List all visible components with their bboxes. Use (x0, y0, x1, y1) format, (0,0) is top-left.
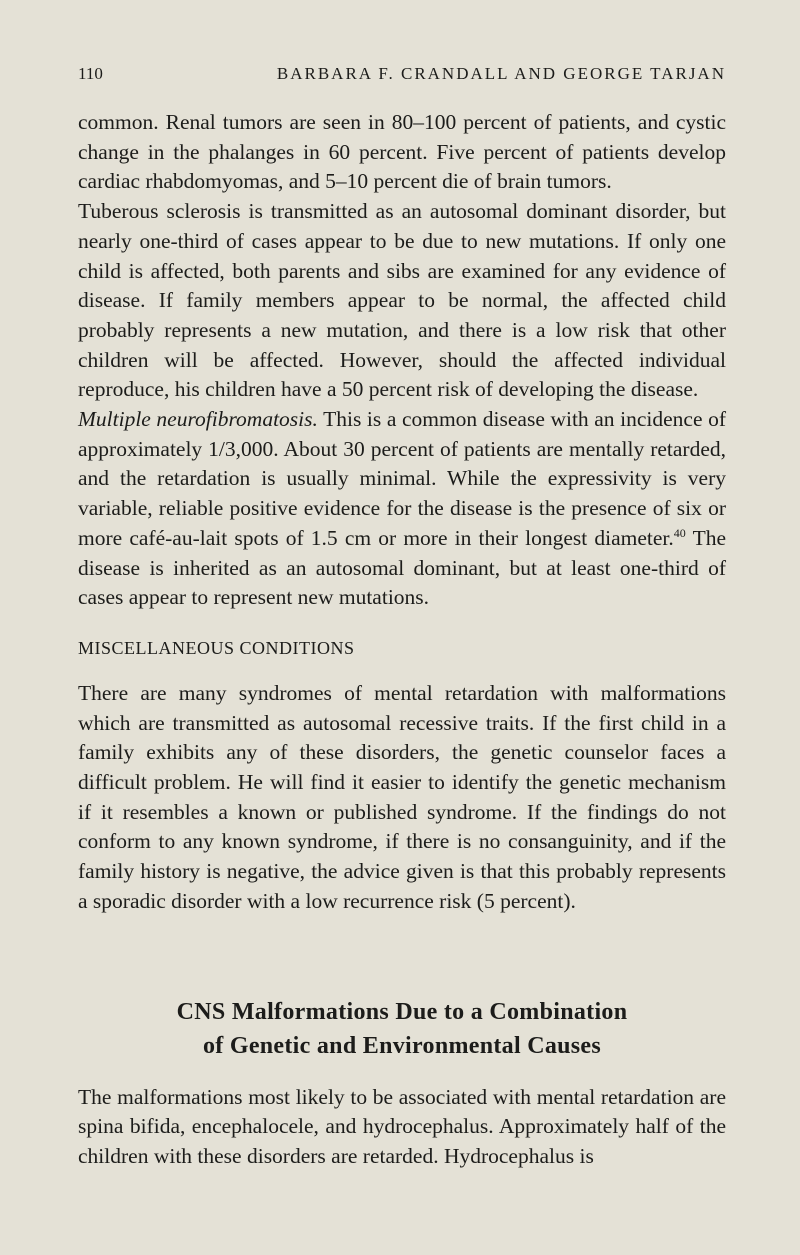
footnote-reference: 40 (673, 525, 686, 540)
paragraph-tuberous-sclerosis: Tuberous sclerosis is transmitted as an autosomal dominant disorder, but nearly one-third of cases appear to be due to new mutations. If only one child is affected, both parents and sibs are examined for any evidence of disease. If family members appear to be normal, the affected child probably represents a new mutation, and there is a low risk that other children will be affected. However, should the affected individual reproduce, his children have a 50 percent risk of developing the disease. (78, 199, 726, 402)
neurofibromatosis-text-b: The disease is inherited as an autosomal dominant, but at least one-third of cases appear to represent new mutations. (78, 525, 726, 610)
running-title: BARBARA F. CRANDALL AND GEORGE TARJAN (276, 64, 726, 83)
paragraph-cns-malformations: The malformations most likely to be associated with mental retardation are spina bifida, encephalocele, and hydrocephalus. Approximately half of the children with these disorders are retarded. Hydrocephalus is (78, 1084, 726, 1168)
page-body (78, 108, 726, 1172)
misc-conditions-heading: MISCELLANEOUS CONDITIONS (78, 637, 355, 658)
neurofibromatosis-lead: Multiple neurofibromatosis. (78, 407, 318, 432)
paragraph-renal-tumors: common. Renal tumors are seen in 80–100 percent of patients, and cystic change in the phalanges in 60 percent. Five percent of patients develop cardiac rhabdomyomas, and 5–10 percent die of brain tumors. (78, 110, 726, 194)
neurofibromatosis-text-a: This is a common disease with an incidence of approximately 1/3,000. About 30 percent of patients are mentally retarded, and the retardation is usually minimal. While the expressivity is very variable, reliable positive evidence for the disease is the presence of six or more café-au-lait spots of 1.5 cm or more in their longest diameter. (78, 407, 726, 550)
paragraph-misc-conditions: There are many syndromes of mental retardation with malformations which are transmitted as autosomal recessive traits. If the first child in a family exhibits any of these disorders, the genetic counselor faces a difficult problem. He will find it easier to identify the genetic mechanism if it resembles a known or published syndrome. If the findings do not conform to any known syndrome, if there is no consanguinity, and if the family history is negative, the advice given is that this probably represents a sporadic disorder with a low recurrence risk (5 percent). (78, 680, 726, 913)
paragraph-neurofibromatosis (78, 405, 726, 613)
page-number: 110 (78, 64, 103, 83)
section-heading-line-2: of Genetic and Environmental Causes (202, 1032, 602, 1059)
section-heading-line-1: CNS Malformations Due to a Combination (176, 998, 628, 1025)
section-heading (78, 995, 726, 1063)
